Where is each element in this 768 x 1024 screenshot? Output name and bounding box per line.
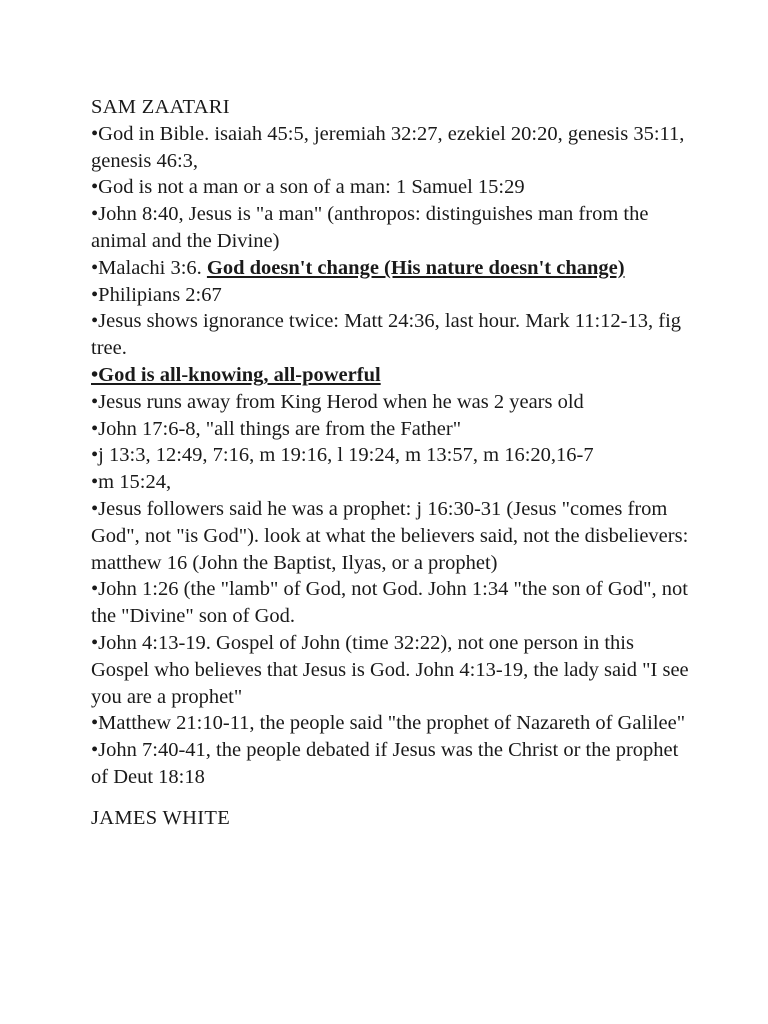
note-line: •John 8:40, Jesus is "a man" (anthropos: distinguishes man from the animal and the Divine): [91, 203, 649, 252]
note-line: •Jesus followers said he was a prophet: j 16:30-31 (Jesus "comes from God", not "is God"). look at what the believers said, not the disbelievers: matthew 16 (John the Baptist, Ilyas, or a prophet): [91, 497, 689, 574]
section-title-james-white: JAMES WHITE: [91, 806, 231, 829]
section-title-sam-zaatari: SAM ZAATARI: [91, 96, 230, 118]
note-line: •God in Bible. isaiah 45:5, jeremiah 32:27, ezekiel 20:20, genesis 35:11, genesis 46:3,: [91, 122, 685, 172]
emphasis-all-knowing: •God is all-knowing, all-powerful: [91, 363, 381, 386]
note-line: •Jesus shows ignorance twice: Matt 24:36, last hour. Mark 11:12-13, fig tree.: [91, 310, 682, 360]
note-line-malachi: [91, 255, 691, 282]
note-line: •God is not a man or a son of a man: 1 Samuel 15:29: [91, 176, 525, 199]
note-line: •Philipians 2:67: [91, 283, 222, 306]
document-page: [91, 94, 691, 832]
note-line-prefix: •Malachi 3:6.: [91, 256, 207, 279]
note-line: •Matthew 21:10-11, the people said "the prophet of Nazareth of Galilee": [91, 712, 686, 735]
note-line: •j 13:3, 12:49, 7:16, m 19:16, l 19:24, m 13:57, m 16:20,16-7: [91, 444, 594, 467]
note-line: •John 7:40-41, the people debated if Jesus was the Christ or the prophet of Deut 18:18: [91, 739, 679, 788]
note-line: •Jesus runs away from King Herod when he was 2 years old: [91, 390, 584, 413]
note-line: •John 4:13-19. Gospel of John (time 32:22), not one person in this Gospel who believes that Jesus is God. John 4:13-19, the lady said "I see you are a prophet": [91, 631, 689, 708]
note-line: •John 17:6-8, "all things are from the Father": [91, 417, 462, 440]
section-spacer: [91, 791, 691, 805]
emphasis-god-doesnt-change: God doesn't change (His nature doesn't change): [206, 256, 625, 279]
note-line: •m 15:24,: [91, 471, 172, 494]
note-line: •John 1:26 (the "lamb" of God, not God. John 1:34 "the son of God", not the "Divine" son of God.: [91, 578, 688, 628]
